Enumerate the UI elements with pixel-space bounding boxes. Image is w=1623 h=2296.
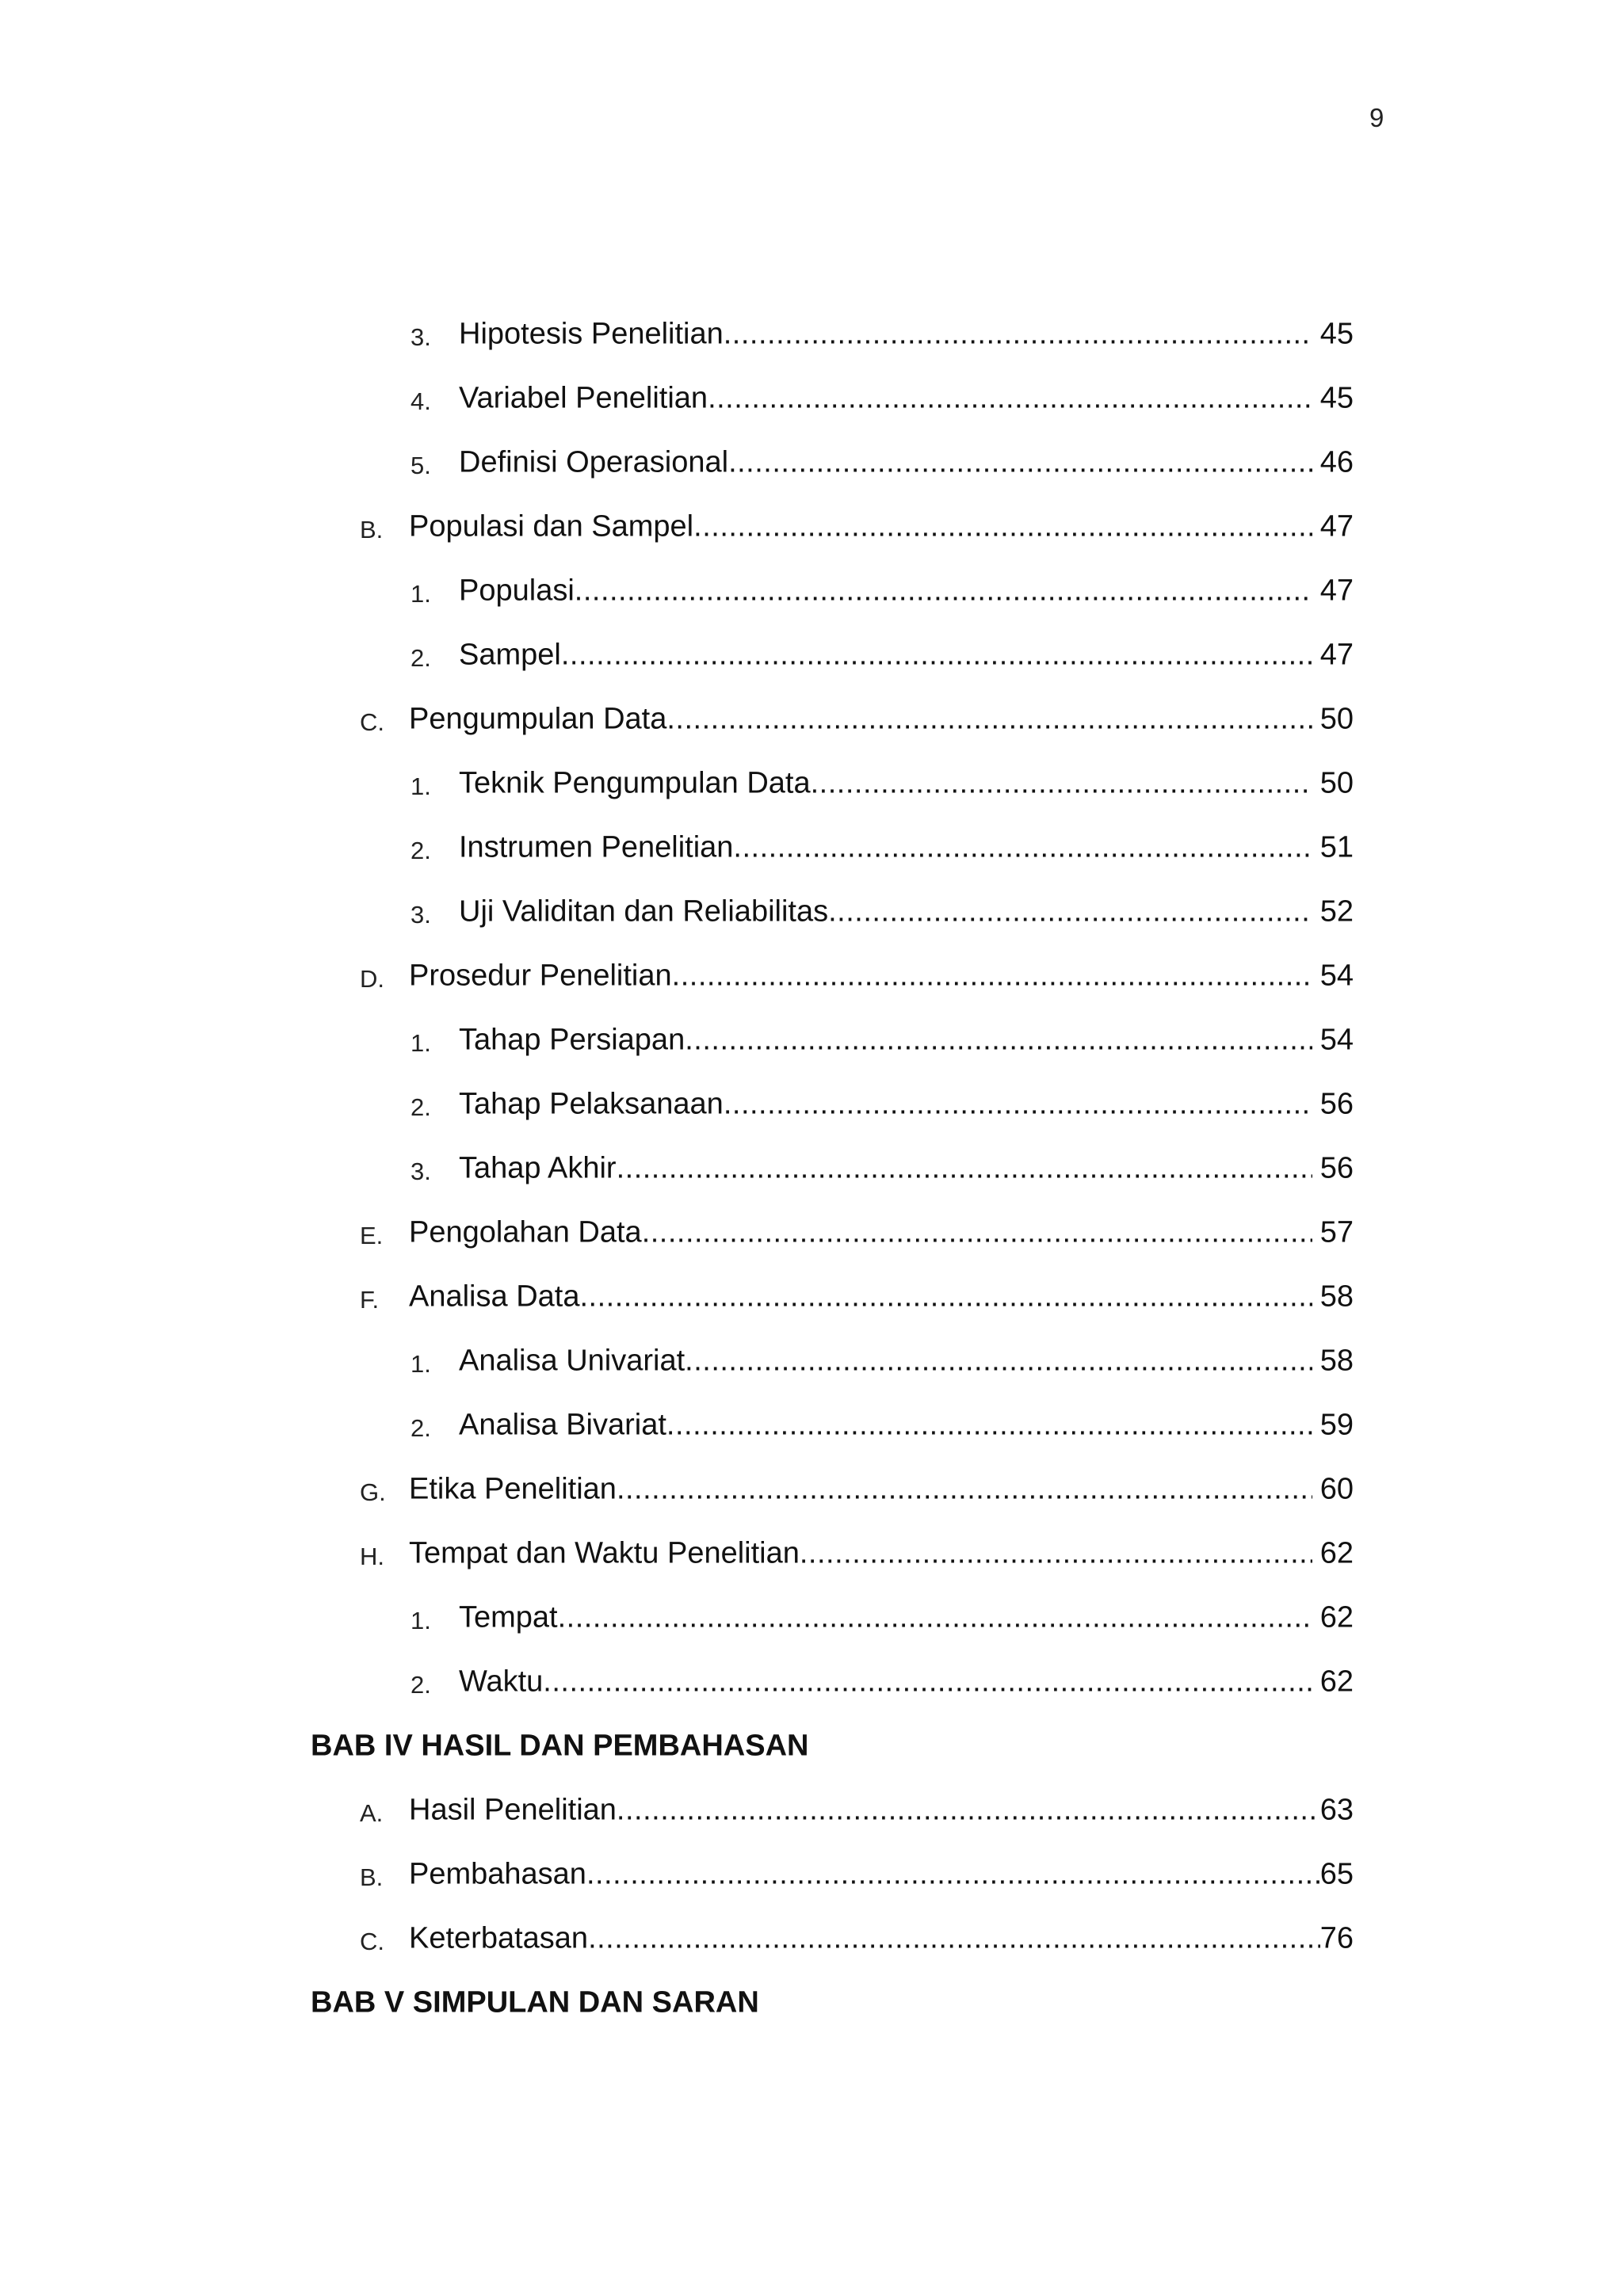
toc-entry-marker: 1. xyxy=(411,1606,431,1634)
toc-entry-marker: 1. xyxy=(411,1349,431,1378)
toc-entry-line xyxy=(459,317,1354,351)
toc-entry xyxy=(0,1907,1623,1971)
toc-entry-page: 47 xyxy=(1319,638,1354,672)
toc-entry-title: Populasi xyxy=(459,574,575,608)
toc-entry-page: 51 xyxy=(1319,830,1354,864)
toc-entry-title: Tempat xyxy=(459,1600,558,1634)
dot-leader xyxy=(724,1087,1312,1121)
toc-entry-marker: 2. xyxy=(411,1413,431,1442)
toc-entry-marker: 4. xyxy=(411,387,431,415)
toc-entry-line xyxy=(409,1793,1354,1827)
toc-entry-page: 45 xyxy=(1319,317,1354,351)
dot-leader xyxy=(617,1472,1312,1506)
toc-entry xyxy=(0,559,1623,624)
toc-entry xyxy=(0,1009,1623,1073)
toc-entry-line xyxy=(459,638,1354,672)
toc-entry-line xyxy=(459,1151,1354,1185)
toc-entry-marker: C. xyxy=(360,707,384,736)
toc-entry xyxy=(0,1394,1623,1458)
toc-entry-title: Keterbatasan xyxy=(409,1921,589,1955)
toc-entry-page: 57 xyxy=(1319,1215,1354,1249)
toc-entry-marker: D. xyxy=(360,964,384,993)
toc-entry-line xyxy=(409,959,1354,993)
toc-entry-page: 52 xyxy=(1319,894,1354,929)
chapter-title: BAB IV HASIL DAN PEMBAHASAN xyxy=(311,1729,809,1763)
toc-entry-marker: 3. xyxy=(411,900,431,929)
toc-entry-marker: G. xyxy=(360,1478,386,1506)
toc-entry xyxy=(0,1073,1623,1137)
toc-entry-line xyxy=(459,1665,1354,1699)
toc-entry-page: 62 xyxy=(1319,1665,1354,1699)
dot-leader xyxy=(617,1151,1312,1185)
toc-entry-marker: A. xyxy=(360,1798,384,1827)
toc-entry xyxy=(0,1843,1623,1907)
toc-entry-title: Pengolahan Data xyxy=(409,1215,642,1249)
toc-entry-page: 59 xyxy=(1319,1408,1354,1442)
toc-entry-line xyxy=(409,1280,1354,1314)
toc-entry-page: 45 xyxy=(1319,381,1354,415)
toc-entry-title: Hasil Penelitian xyxy=(409,1793,617,1827)
toc-entry-marker: 1. xyxy=(411,579,431,608)
toc-entry xyxy=(0,1137,1623,1201)
toc-entry-marker: F. xyxy=(360,1285,380,1314)
toc-entry xyxy=(0,1779,1623,1843)
toc-entry-title: Etika Penelitian xyxy=(409,1472,617,1506)
toc-entry-page: 62 xyxy=(1319,1600,1354,1634)
toc-entry-page: 60 xyxy=(1319,1472,1354,1506)
toc-entry-title: Analisa Univariat xyxy=(459,1344,685,1378)
toc-entry-title: Analisa Data xyxy=(409,1280,580,1314)
toc-entry-title: Pengumpulan Data xyxy=(409,702,667,736)
toc-entry xyxy=(0,1522,1623,1586)
toc-entry-marker: B. xyxy=(360,515,384,543)
toc-entry-page: 65 xyxy=(1319,1857,1354,1891)
toc-entry-title: Instrumen Penelitian xyxy=(459,830,734,864)
toc-entry-marker: 2. xyxy=(411,1093,431,1121)
toc-entry-page: 47 xyxy=(1319,509,1354,543)
toc-entry-page: 58 xyxy=(1319,1344,1354,1378)
page-number: 9 xyxy=(1369,103,1384,132)
toc-entry-line xyxy=(409,509,1354,543)
table-of-contents xyxy=(0,303,1623,2035)
toc-entry-line xyxy=(459,766,1354,800)
toc-entry xyxy=(0,880,1623,944)
toc-entry-page: 54 xyxy=(1319,959,1354,993)
toc-entry-page: 47 xyxy=(1319,574,1354,608)
toc-entry-line xyxy=(459,1344,1354,1378)
dot-leader xyxy=(586,1857,1320,1891)
toc-entry-marker: 2. xyxy=(411,1670,431,1699)
toc-entry-title: Tempat dan Waktu Penelitian xyxy=(409,1536,800,1570)
toc-entry xyxy=(0,431,1623,495)
toc-entry-marker: 5. xyxy=(411,451,431,479)
dot-leader xyxy=(685,1344,1312,1378)
dot-leader xyxy=(828,894,1312,929)
toc-entry-line xyxy=(409,1857,1354,1891)
dot-leader xyxy=(561,638,1312,672)
toc-entry xyxy=(0,1201,1623,1265)
toc-entry-title: Uji Validitan dan Reliabilitas xyxy=(459,894,829,929)
toc-entry-line xyxy=(459,830,1354,864)
toc-entry-title: Tahap Pelaksanaan xyxy=(459,1087,724,1121)
toc-entry-title: Pembahasan xyxy=(409,1857,586,1891)
dot-leader xyxy=(728,445,1312,479)
toc-entry-title: Hipotesis Penelitian xyxy=(459,317,724,351)
dot-leader xyxy=(800,1536,1312,1570)
toc-entry-line xyxy=(459,445,1354,479)
toc-entry-marker: 2. xyxy=(411,643,431,672)
dot-leader xyxy=(588,1921,1320,1955)
toc-entry xyxy=(0,303,1623,367)
toc-entry xyxy=(0,624,1623,688)
toc-entry xyxy=(0,816,1623,880)
toc-entry-title: Tahap Akhir xyxy=(459,1151,617,1185)
dot-leader xyxy=(617,1793,1320,1827)
toc-entry-line xyxy=(459,1408,1354,1442)
toc-entry-page: 76 xyxy=(1319,1921,1354,1955)
toc-entry-line xyxy=(409,1536,1354,1570)
toc-entry-marker: E. xyxy=(360,1221,384,1249)
toc-entry-page: 56 xyxy=(1319,1087,1354,1121)
dot-leader xyxy=(685,1023,1312,1057)
toc-entry-page: 56 xyxy=(1319,1151,1354,1185)
dot-leader xyxy=(672,959,1312,993)
toc-entry-line xyxy=(459,1087,1354,1121)
toc-entry xyxy=(0,1458,1623,1522)
toc-entry-marker: 3. xyxy=(411,322,431,351)
toc-entry-line xyxy=(409,1472,1354,1506)
toc-chapter-heading xyxy=(0,1971,1623,2035)
toc-entry-marker: 2. xyxy=(411,836,431,864)
toc-entry-page: 50 xyxy=(1319,702,1354,736)
toc-entry xyxy=(0,495,1623,559)
toc-entry-line xyxy=(409,702,1354,736)
toc-entry xyxy=(0,1329,1623,1394)
dot-leader xyxy=(558,1600,1312,1634)
dot-leader xyxy=(543,1665,1312,1699)
toc-entry xyxy=(0,1265,1623,1329)
toc-entry-page: 54 xyxy=(1319,1023,1354,1057)
toc-entry-line xyxy=(459,574,1354,608)
toc-entry-page: 62 xyxy=(1319,1536,1354,1570)
toc-entry xyxy=(0,1650,1623,1714)
toc-entry-title: Waktu xyxy=(459,1665,544,1699)
dot-leader xyxy=(733,830,1312,864)
toc-entry-marker: B. xyxy=(360,1863,384,1891)
toc-entry-line xyxy=(409,1921,1354,1955)
toc-entry-title: Definisi Operasional xyxy=(459,445,729,479)
toc-entry-page: 63 xyxy=(1319,1793,1354,1827)
toc-entry xyxy=(0,752,1623,816)
toc-entry-marker: 1. xyxy=(411,1028,431,1057)
dot-leader xyxy=(724,317,1312,351)
toc-entry-marker: 1. xyxy=(411,772,431,800)
toc-entry-title: Populasi dan Sampel xyxy=(409,509,694,543)
dot-leader xyxy=(811,766,1312,800)
toc-entry-title: Analisa Bivariat xyxy=(459,1408,666,1442)
dot-leader xyxy=(575,574,1312,608)
toc-entry-page: 58 xyxy=(1319,1280,1354,1314)
toc-entry xyxy=(0,688,1623,752)
toc-entry-marker: H. xyxy=(360,1542,384,1570)
toc-entry-line xyxy=(459,1600,1354,1634)
toc-entry-line xyxy=(459,894,1354,929)
toc-entry xyxy=(0,367,1623,431)
chapter-title: BAB V SIMPULAN DAN SARAN xyxy=(311,1985,759,2019)
toc-entry-page: 46 xyxy=(1319,445,1354,479)
toc-entry-page: 50 xyxy=(1319,766,1354,800)
toc-entry-title: Sampel xyxy=(459,638,561,672)
dot-leader xyxy=(579,1280,1312,1314)
toc-entry-marker: 3. xyxy=(411,1157,431,1185)
toc-entry-title: Variabel Penelitian xyxy=(459,381,708,415)
toc-entry-line xyxy=(409,1215,1354,1249)
dot-leader xyxy=(642,1215,1312,1249)
toc-entry-line xyxy=(459,1023,1354,1057)
dot-leader xyxy=(666,1408,1312,1442)
toc-entry-line xyxy=(459,381,1354,415)
dot-leader xyxy=(708,381,1312,415)
toc-entry-title: Prosedur Penelitian xyxy=(409,959,672,993)
toc-chapter-heading xyxy=(0,1714,1623,1779)
toc-entry xyxy=(0,944,1623,1009)
toc-entry-title: Tahap Persiapan xyxy=(459,1023,685,1057)
dot-leader xyxy=(666,702,1312,736)
toc-entry-title: Teknik Pengumpulan Data xyxy=(459,766,811,800)
toc-entry xyxy=(0,1586,1623,1650)
dot-leader xyxy=(693,509,1312,543)
toc-entry-marker: C. xyxy=(360,1927,384,1955)
